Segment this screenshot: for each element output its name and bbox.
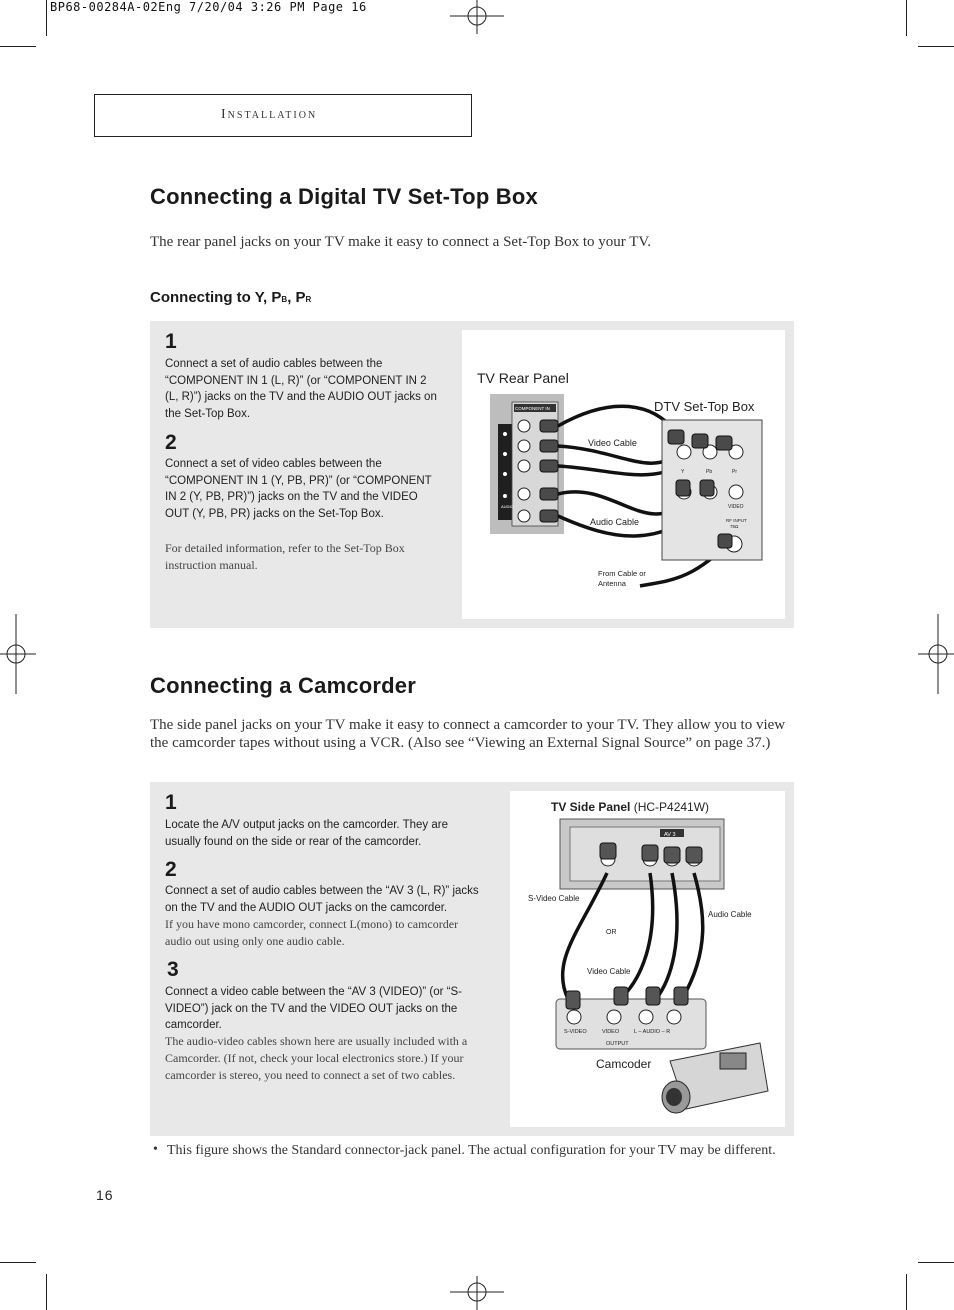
dtv-box-label: DTV Set-Top Box	[654, 399, 755, 414]
av3-label: AV 3	[664, 832, 676, 838]
settop-step-2-number: 2	[165, 431, 177, 454]
section-label-box	[94, 94, 472, 137]
footnote-bullet: •	[153, 1142, 158, 1157]
audio-jack-label: AUDIO	[501, 504, 514, 509]
svideo-cable-label: S-Video Cable	[528, 894, 580, 903]
audio-cable-label: Audio Cable	[590, 517, 640, 527]
video-jack-label: VIDEO	[728, 504, 744, 510]
video-cable-label: Video Cable	[588, 438, 637, 448]
s-video-jack-label: S-VIDEO	[564, 1029, 587, 1035]
tv-rear-panel-label: TV Rear Panel	[477, 370, 569, 386]
settop-step-1-number: 1	[165, 330, 177, 353]
from-cable-label-2: Antenna	[598, 579, 626, 588]
component-in-label: COMPONENT IN	[515, 406, 550, 411]
camcorder-step-3-number: 3	[167, 958, 179, 981]
camcorder-step-2-text: Connect a set of audio cables between the “AV 3 (L, R)” jacks on the TV and the AUDIO OUT jacks on the camcorder.	[165, 885, 479, 914]
side-panel-label: TV Side Panel	[551, 800, 631, 814]
camcorder-step-1-text: Locate the A/V output jacks on the camcorder. They are usually found on the side or rear of the camcorder.	[165, 819, 448, 848]
camcorder-intro: The side panel jacks on your TV make it easy to connect a camcorder to your TV. They allow you to view the camcorder tapes without using a VCR. (Also see “Viewing an External Signal Source” on page 37.)	[150, 717, 786, 751]
video-cable-label-cam: Video Cable	[587, 967, 631, 976]
y-jack-label: Y	[681, 469, 685, 475]
settop-intro: The rear panel jacks on your TV make it easy to connect a Set-Top Box to your TV.	[150, 234, 652, 250]
pb-jack-label: Pb	[706, 469, 713, 475]
from-cable-label-1: From Cable or	[598, 569, 646, 578]
audio-cable-label-cam: Audio Cable	[708, 910, 752, 919]
camcoder-label: Camcoder	[596, 1057, 652, 1071]
camcorder-step-3-note: The audio-video cables shown here are usually included with a Camcorder. (If not, check your local electronics store.) If your camcorder is stereo, you need to connect a set of two cables.	[165, 1034, 468, 1082]
pr-jack-label: Pr	[732, 469, 737, 475]
camcorder-step-2-number: 2	[165, 858, 177, 881]
footnote: This figure shows the Standard connector-jack panel. The actual configuration for your TV may be different.	[167, 1143, 776, 1158]
camcorder-title: Connecting a Camcorder	[150, 673, 417, 698]
camcorder-diagram	[510, 791, 785, 1127]
camcorder-figure	[510, 791, 785, 1127]
settop-note: For detailed information, refer to the Set-Top Box instruction manual.	[165, 541, 405, 572]
settop-step-1-text: Connect a set of audio cables between the “COMPONENT IN 1 (L, R)” (or “COMPONENT IN 2 (L, R)”) jacks on the TV and the AUDIO OUT jacks on the Set-Top Box.	[165, 358, 437, 420]
output-label: OUTPUT	[606, 1041, 629, 1047]
settop-title: Connecting a Digital TV Set-Top Box	[150, 184, 538, 209]
side-panel-model: (HC-P4241W)	[633, 800, 710, 814]
camcorder-graphic	[662, 1043, 768, 1113]
settop-subheading: Connecting to Y, PB, PR	[150, 289, 312, 306]
settop-diagram	[462, 330, 785, 619]
section-label: Installation	[221, 107, 318, 122]
rf-input-label-2: 75Ω	[730, 524, 739, 529]
page-number: 16	[96, 1187, 114, 1203]
print-header: BP68-00284A-02Eng 7/20/04 3:26 PM Page 16	[50, 0, 367, 14]
settop-step-2-text: Connect a set of video cables between the “COMPONENT IN 1 (Y, PB, PR)” (or “COMPONENT IN 2 (Y, PB, PR)”) jacks on the TV and the VIDEO OUT (Y, PB, PR) jacks on the Set-Top Box.	[165, 458, 432, 520]
rf-input-label-1: RF INPUT	[726, 518, 747, 523]
audio-lr-jack-label: L – AUDIO – R	[634, 1029, 671, 1035]
camcorder-step-3-text: Connect a video cable between the “AV 3 (VIDEO)” (or “S-VIDEO”) jack on the TV and the VIDEO OUT jacks on the camcorder.	[165, 986, 463, 1031]
settop-figure	[462, 330, 785, 619]
video-jack-label-cam: VIDEO	[602, 1029, 620, 1035]
camcorder-step-1-number: 1	[165, 791, 177, 814]
or-label: OR	[606, 929, 617, 936]
camcorder-step-2-note: If you have mono camcorder, connect L(mono) to camcorder audio out using only one audio cable.	[165, 917, 459, 948]
